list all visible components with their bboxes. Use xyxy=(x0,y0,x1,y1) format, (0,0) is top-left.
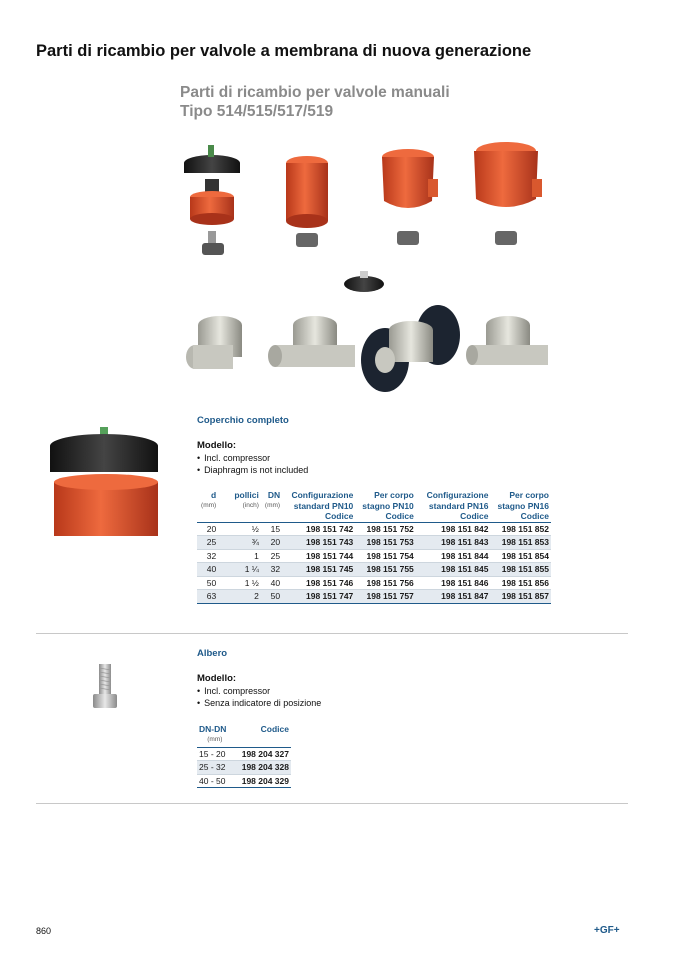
gf-logo: +GF+ xyxy=(594,925,620,936)
shaft-image xyxy=(90,662,120,710)
diaphragm xyxy=(344,271,384,292)
table-row: 25 - 32 198 204 328 xyxy=(199,762,289,772)
model-label: Modello: xyxy=(197,673,237,684)
complete-bonnet-image xyxy=(50,424,162,536)
feature-item: • Incl. compressor xyxy=(197,453,308,465)
table-row: 63 2 50 198 151 747 198 151 757 198 151 847 198 151 857 xyxy=(197,590,551,604)
section-divider xyxy=(36,803,628,804)
valve-body-spigot xyxy=(466,316,548,365)
col-codice: Codice xyxy=(260,724,289,734)
col-dn: DN (mm) xyxy=(264,490,281,509)
page-title: Parti di ricambio per valvole a membrana di nuova generazione xyxy=(36,42,532,60)
coperchio-table xyxy=(197,490,551,604)
feature-item: • Diaphragm is not included xyxy=(197,465,308,477)
table-row: 25 ¾ 20 198 151 743 198 151 753 198 151 843 198 151 853 xyxy=(197,536,551,550)
section-divider xyxy=(36,633,628,634)
exploded-handwheel-valve xyxy=(184,145,240,255)
table-row: 32 1 25 198 151 744 198 151 754 198 151 844 198 151 854 xyxy=(197,549,551,563)
table-row: 50 1 ½ 40 198 151 746 198 151 756 198 151 846 198 151 856 xyxy=(197,576,551,590)
col-stagno-pn16: Per corpo stagno PN16 Codice xyxy=(497,490,549,521)
subtitle-line-1: Parti di ricambio per valvole manuali xyxy=(180,84,450,101)
bonnet-large xyxy=(474,142,542,245)
valve-body-flanged xyxy=(361,305,460,392)
table-row: 20 ½ 15 198 151 742 198 151 752 198 151 842 198 151 852 xyxy=(197,522,551,536)
col-pollici: pollici (inch) xyxy=(234,490,259,509)
col-config-pn16: Configurazione standard PN16 Codice xyxy=(426,490,489,521)
feature-item: • Senza indicatore di posizione xyxy=(197,698,321,710)
bonnet-medium xyxy=(382,149,438,245)
model-features xyxy=(197,453,308,476)
table-row: 15 - 20 198 204 327 xyxy=(199,748,289,759)
valve-body-threaded xyxy=(268,316,355,367)
subtitle-line-2: Tipo 514/515/517/519 xyxy=(180,103,334,120)
model-label: Modello: xyxy=(197,440,237,451)
col-dn-dn: DN-DN (mm) xyxy=(199,724,227,743)
valve-body-socket xyxy=(186,316,242,369)
table-header-row xyxy=(197,490,551,522)
col-d: d (mm) xyxy=(201,490,217,509)
bonnet-small xyxy=(286,156,328,247)
subtitle xyxy=(180,83,450,121)
section-title-coperchio: Coperchio completo xyxy=(197,415,289,426)
table-header-row xyxy=(197,724,291,747)
col-config-pn10: Configurazione standard PN10 Codice xyxy=(291,490,354,521)
table-row: 40 1 ¼ 32 198 151 745 198 151 755 198 151 845 198 151 855 xyxy=(197,563,551,577)
feature-item: • Incl. compressor xyxy=(197,686,321,698)
col-stagno-pn10: Per corpo stagno PN10 Codice xyxy=(362,490,414,521)
table-row: 40 - 50 198 204 329 xyxy=(199,775,289,786)
section-title-albero: Albero xyxy=(197,648,228,659)
page-number: 860 xyxy=(36,926,52,936)
spare-parts-illustration xyxy=(175,135,555,400)
model-features xyxy=(197,686,321,709)
albero-table xyxy=(197,724,291,788)
